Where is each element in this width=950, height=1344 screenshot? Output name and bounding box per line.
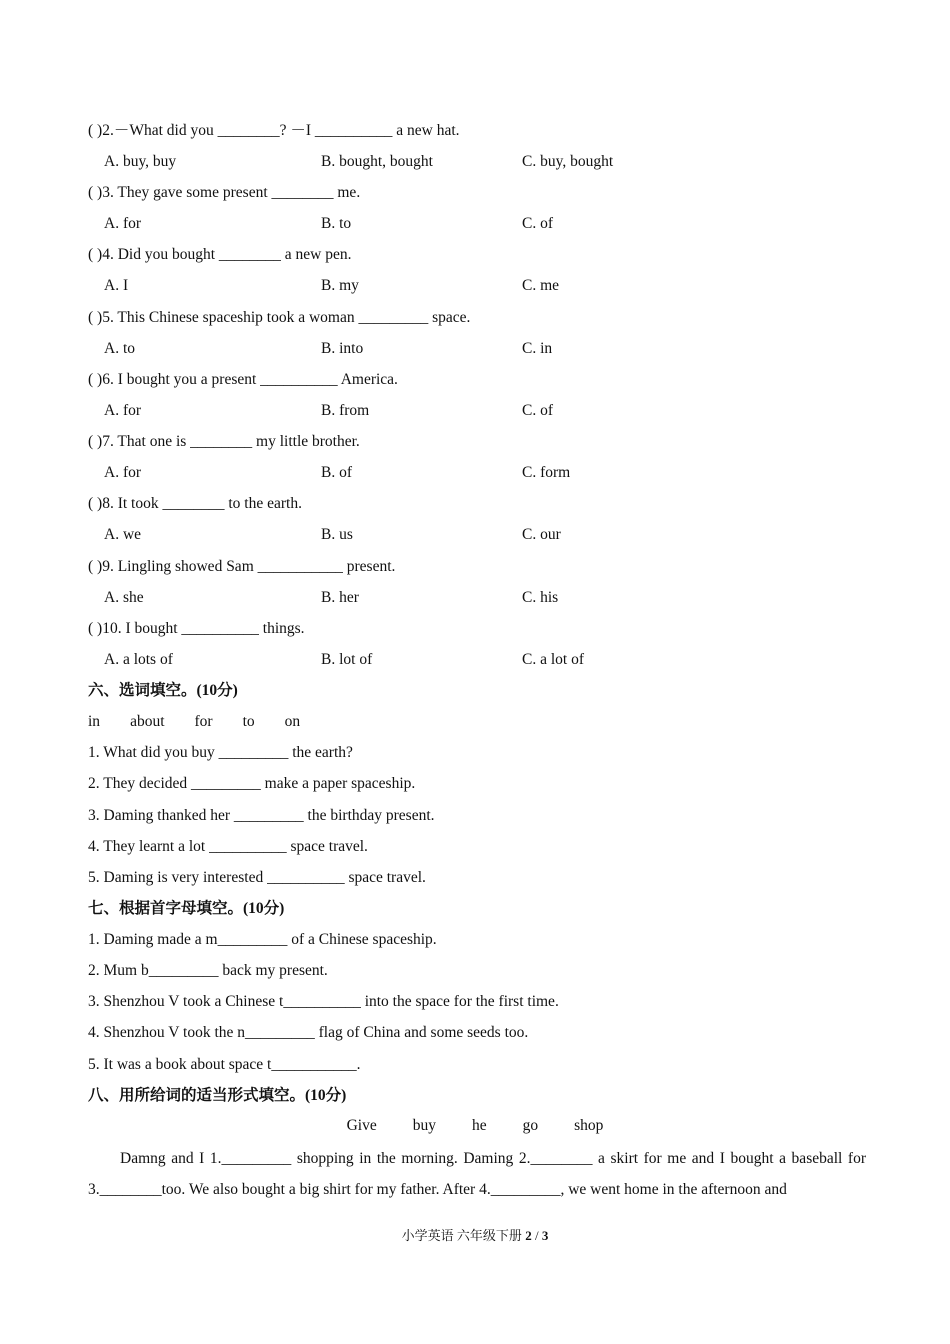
fill-item: 2. They decided _________ make a paper spaceship. [88, 775, 416, 792]
option-a: A. we [104, 526, 142, 543]
page-separator: / [534, 1228, 539, 1243]
question-stem: ( )4. Did you bought ________ a new pen. [88, 246, 352, 263]
question-stem: ( )10. I bought __________ things. [88, 620, 305, 637]
fill-item: 3. Daming thanked her _________ the birthday present. [88, 807, 435, 824]
page-number: 2 [525, 1228, 532, 1243]
option-b: B. of [321, 464, 352, 481]
option-b: B. from [321, 402, 370, 419]
word-bank [88, 712, 330, 732]
option-b: B. her [321, 589, 359, 606]
question-stem: ( )5. This Chinese spaceship took a woman _________ space. [88, 309, 471, 326]
fill-item: 5. It was a book about space t___________. [88, 1056, 361, 1073]
option-b: B. us [321, 526, 353, 543]
option-b: B. into [321, 340, 364, 357]
word-bank-item: to [242, 713, 255, 730]
word-bank-item: on [284, 713, 301, 730]
page-total: 3 [541, 1228, 549, 1243]
fill-item: 3. Shenzhou V took a Chinese t__________ into the space for the first time. [88, 993, 559, 1010]
option-c: C. form [522, 464, 571, 481]
option-b: B. my [321, 277, 359, 294]
option-c: C. buy, bought [522, 153, 614, 170]
option-b: B. bought, bought [321, 153, 433, 170]
fill-item: 5. Daming is very interested __________ space travel. [88, 869, 426, 886]
fill-item: 1. What did you buy _________ the earth? [88, 744, 353, 761]
fill-item: 4. Shenzhou V took the n_________ flag of China and some seeds too. [88, 1024, 529, 1041]
option-b: B. lot of [321, 651, 373, 668]
option-c: C. of [522, 402, 553, 419]
fill-item: 1. Daming made a m_________ of a Chinese spaceship. [88, 931, 437, 948]
word-bank-item: in [88, 713, 101, 730]
option-a: A. for [104, 464, 142, 481]
question-stem: ( )3. They gave some present ________ me. [88, 184, 361, 201]
option-c: C. in [522, 340, 553, 357]
option-c: C. a lot of [522, 651, 584, 668]
option-a: A. buy, buy [104, 153, 177, 170]
word-bank-item: buy [412, 1117, 436, 1134]
question-stem: ( )2.－What did you ________? －I __________ a new hat. [88, 122, 460, 139]
question-stem: ( )9. Lingling showed Sam ___________ present. [88, 558, 396, 575]
section-heading: 六、选词填空。(10分) [88, 682, 238, 699]
word-bank-item: go [522, 1117, 539, 1134]
question-stem: ( )7. That one is ________ my little brother. [88, 433, 360, 450]
option-a: A. for [104, 402, 142, 419]
fill-item: 4. They learnt a lot __________ space travel. [88, 838, 368, 855]
word-bank-item: he [471, 1117, 487, 1134]
fill-item: 2. Mum b_________ back my present. [88, 962, 328, 979]
word-bank-item: shop [574, 1117, 604, 1134]
option-c: C. me [522, 277, 560, 294]
word-bank-item: for [194, 713, 213, 730]
option-a: A. she [104, 589, 144, 606]
option-a: A. a lots of [104, 651, 173, 668]
word-bank-item: about [130, 713, 165, 730]
page-footer [0, 1225, 950, 1244]
word-bank-item: Give [346, 1117, 377, 1134]
option-a: A. for [104, 215, 142, 232]
question-stem: ( )8. It took ________ to the earth. [88, 495, 302, 512]
option-c: C. of [522, 215, 553, 232]
section-heading: 七、根据首字母填空。(10分) [88, 900, 285, 917]
option-b: B. to [321, 215, 352, 232]
footer-text: 小学英语 六年级下册 [401, 1228, 522, 1243]
word-bank [0, 1117, 950, 1135]
option-c: C. his [522, 589, 559, 606]
option-a: A. I [104, 277, 129, 294]
section-heading: 八、用所给词的适当形式填空。(10分) [88, 1087, 347, 1104]
cloze-paragraph: Damng and I 1._________ shopping in the morning. Daming 2.________ a skirt for me and I bought a baseball for 3.________too. We also bought a big shirt for my father. After 4._________, we went home in the afternoon and [88, 1150, 866, 1198]
option-c: C. our [522, 526, 561, 543]
question-stem: ( )6. I bought you a present __________ America. [88, 371, 398, 388]
option-a: A. to [104, 340, 135, 357]
